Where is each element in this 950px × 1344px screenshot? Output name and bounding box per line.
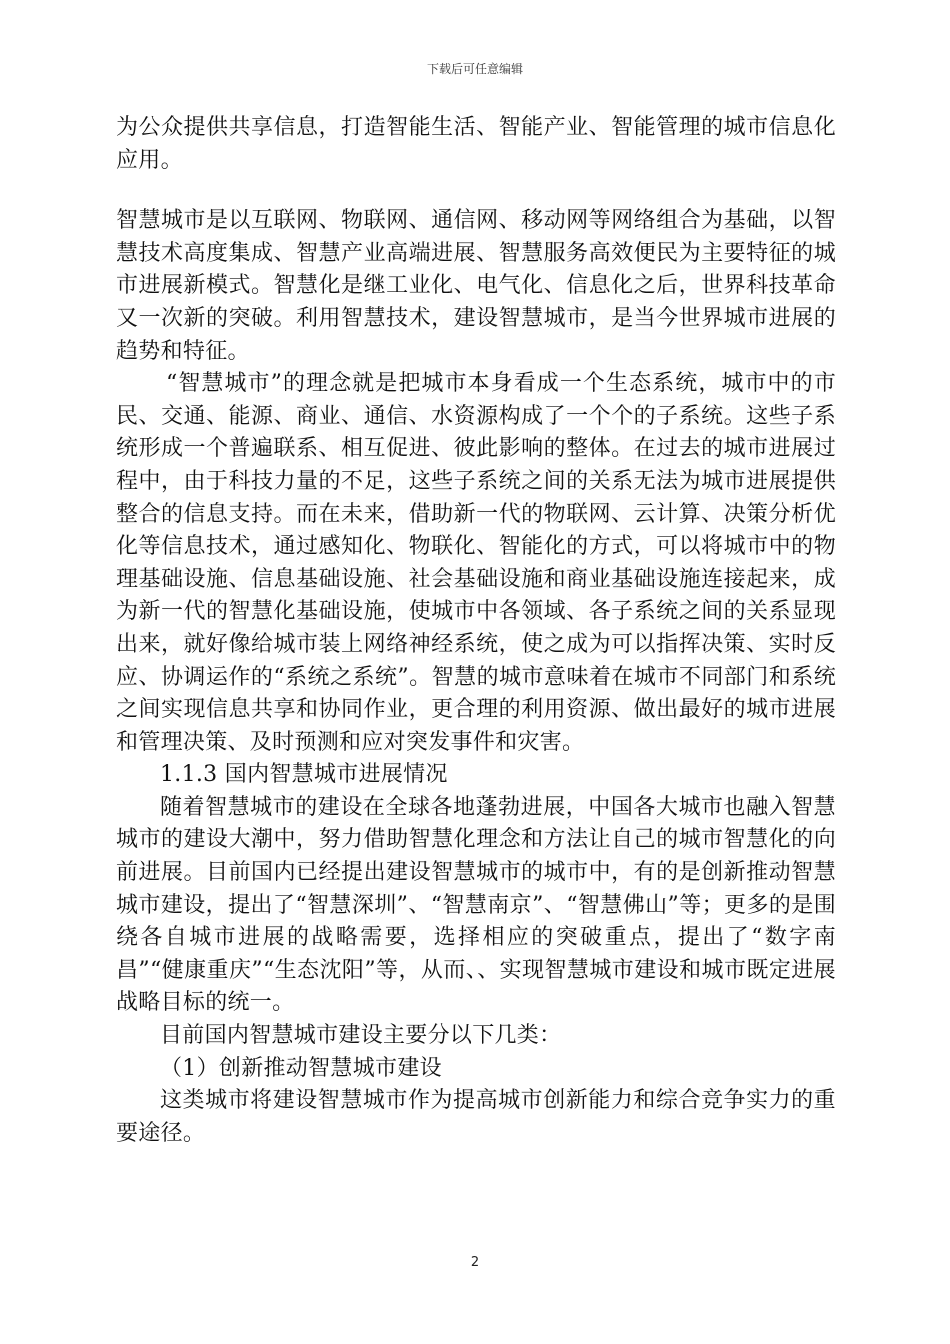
document-body: [116, 112, 836, 1150]
paragraph-categories-intro: 目前国内智慧城市建设主要分以下几类：: [160, 1023, 562, 1049]
paragraph-innovation-driven: 这类城市将建设智慧城市作为提高城市创新能力和综合竞争实力的重要途径。: [116, 1088, 836, 1146]
page-header-note: 下载后可任意编辑: [426, 62, 523, 76]
paragraph-smart-city-definition: 智慧城市是以互联网、物联网、通信网、移动网等网络组合为基础，以智慧技术高度集成、智慧产业高端进展、智慧服务高效便民为主要特征的城市进展新模式。智慧化是继工业化、电气化、信息化之后，世界科技革命又一次新的突破。利用智慧技术，建设智慧城市，是当今世界城市进展的趋势和特征。: [116, 208, 836, 364]
subheading-innovation-driven: （1）创新推动智慧城市建设: [160, 1055, 442, 1081]
paragraph-gap: [116, 177, 836, 205]
paragraph-domestic-development: 随着智慧城市的建设在全球各地蓬勃进展，中国各大城市也融入智慧城市的建设大潮中，努力借助智慧化理念和方法让自己的城市智慧化的向前进展。目前国内已经提出建设智慧城市的城市中，有的是创新推动智慧城市建设，提出了“智慧深圳”、“智慧南京”、“智慧佛山”等；更多的是围绕各自城市进展的战略需要，选择相应的突破重点，提出了“数字南昌”“健康重庆”“生态沈阳”等，从而、、实现智慧城市建设和城市既定进展战略目标的统一。: [116, 794, 836, 1016]
page-number: 2: [470, 1255, 480, 1270]
paragraph-smart-city-concept: “智慧城市”的理念就是把城市本身看成一个生态系统，城市中的市民、交通、能源、商业、通信、水资源构成了一个个的子系统。这些子系统形成一个普遍联系、相互促进、彼此影响的整体。在过去的城市进展过程中，由于科技力量的不足，这些子系统之间的关系无法为城市进展提供整合的信息支持。而在未来，借助新一代的物联网、云计算、决策分析优化等信息技术，通过感知化、物联化、智能化的方式，可以将城市中的物理基础设施、信息基础设施、社会基础设施和商业基础设施连接起来，成为新一代的智慧化基础设施，使城市中各领域、各子系统之间的关系显现出来，就好像给城市装上网络神经系统，使之成为可以指挥决策、实时反应、协调运作的“系统之系统”。智慧的城市意味着在城市不同部门和系统之间实现信息共享和协同作业，更合理的利用资源、做出最好的城市进展和管理决策、及时预测和应对突发事件和灾害。: [116, 371, 836, 755]
section-heading-domestic: 1.1.3 国内智慧城市进展情况: [160, 762, 448, 788]
paragraph-intro-continuation: 为公众提供共享信息，打造智能生活、智能产业、智能管理的城市信息化应用。: [116, 115, 836, 173]
